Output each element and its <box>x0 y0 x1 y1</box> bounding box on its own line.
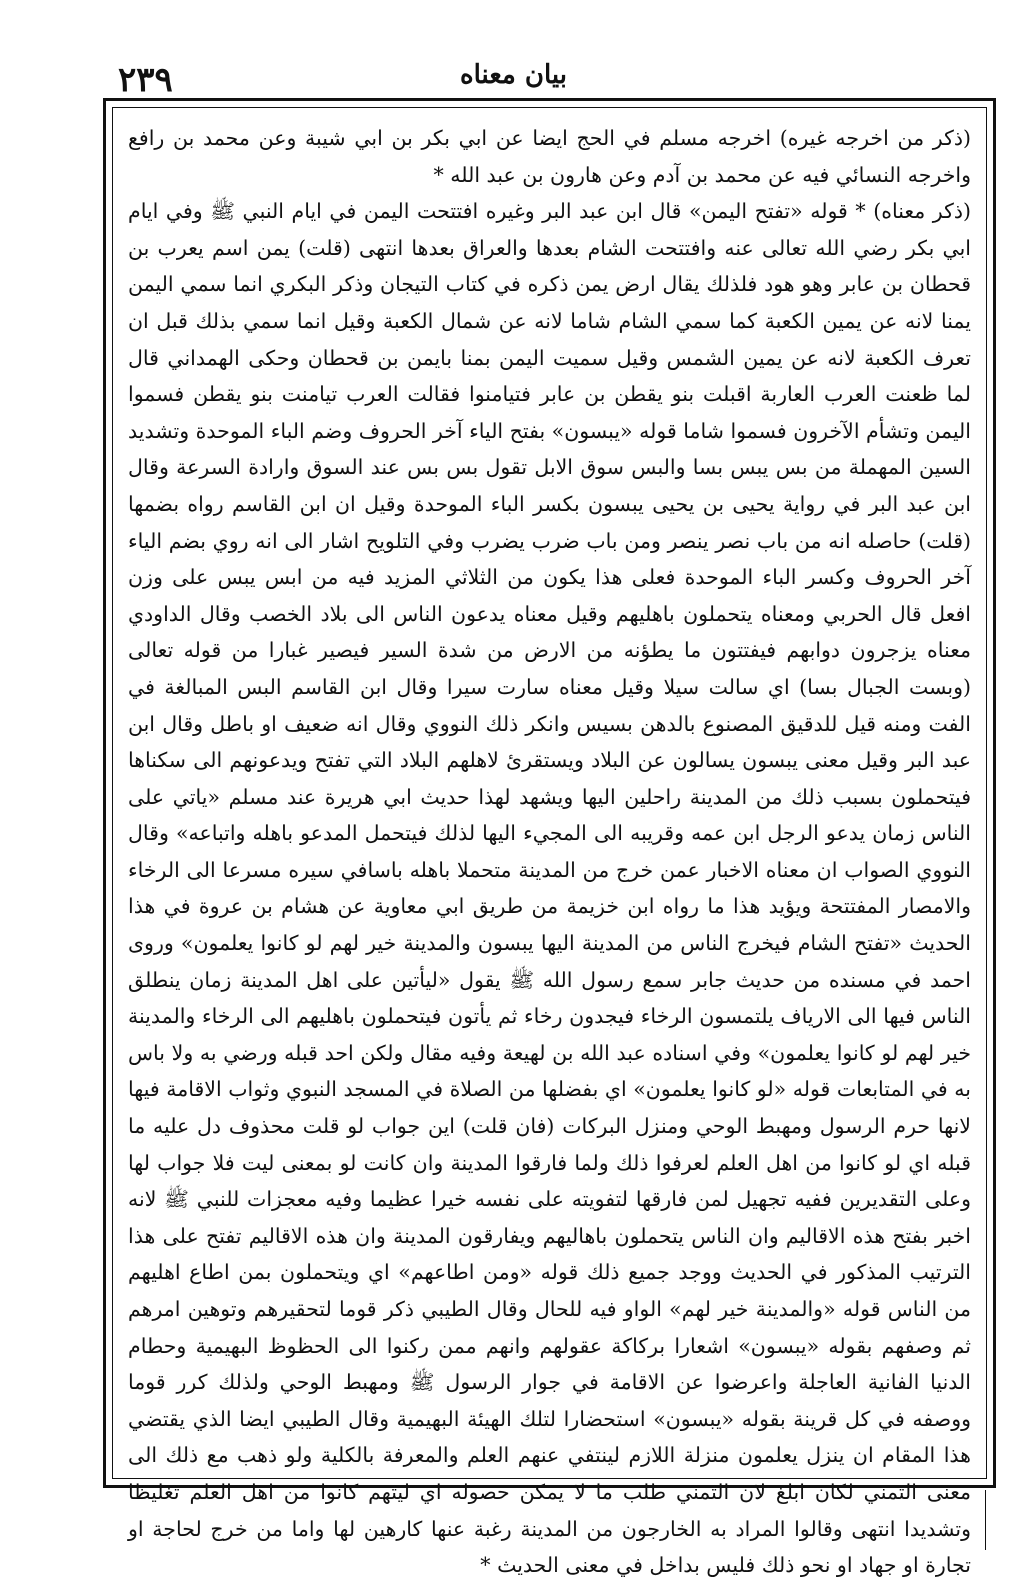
paragraph-sources: (ذكر من اخرجه غيره) اخرجه مسلم في الحج ايضا عن ابي بكر بن ابي شيبة وعن محمد بن رافع واخرجه النسائي فيه عن محمد بن آدم وعن هارون بن عبد الله * <box>128 126 971 187</box>
main-text <box>128 120 971 1578</box>
paragraph-meaning: (ذكر معناه) * قوله «تفتح اليمن» قال ابن عبد البر وغيره افتتحت اليمن في ايام النبي ﷺ وفي ايام ابي بكر رضي الله تعالى عنه وافتتحت الشام بعدها والعراق بعدها انتهى (قلت) يمن اسم يعرب بن قحطان بن عابر وهو هود فلذلك يقال ارض يمن ذكره في كتاب التيجان وذكر البكري انما سمي اليمن يمنا لانه عن يمين الكعبة كما سمي الشام شاما لانه عن شمال الكعبة وقيل انما سمي بذلك قبل ان تعرف الكعبة لانه عن يمين الشمس وقيل سميت اليمن بمنا بايمن بن قحطان وحكى الهمداني قال لما ظعنت العرب العاربة اقبلت بنو يقطن بن عابر فتيامنوا فقالت العرب تيامنت بنو يقطن فسموا اليمن وتشأم الآخرون فسموا شاما قوله «يبسون» بفتح الياء آخر الحروف وضم الباء الموحدة وتشديد السين المهملة من بس يبس بسا والبس سوق الابل تقول بس بس عند السوق وارادة السرعة وقال ابن عبد البر في رواية يحيى بن يحيى يبسون بكسر الباء الموحدة وقيل ان ابن القاسم رواه بضمها (قلت) حاصله انه من باب نصر ينصر ومن باب ضرب يضرب وفي التلويح اشار الى انه روي بضم الياء آخر الحروف وكسر الباء الموحدة فعلى هذا يكون من الثلاثي المزيد فيه من ابس يبس على وزن افعل قال الحربي ومعناه يتحملون باهليهم وقيل معناه يدعون الناس الى بلاد الخصب وقال الداودي معناه يزجرون دوابهم فيفتتون ما يطؤنه من الارض من شدة السير فيصير غبارا من قوله تعالى (وبست الجبال بسا) اي سالت سيلا وقيل معناه سارت سيرا وقال ابن القاسم البس المبالغة في الفت ومنه قيل للدقيق المصنوع بالدهن بسيس وانكر ذلك النووي وقال انه ضعيف او باطل وقال ابن عبد البر وقيل معنى يبسون يسالون عن البلاد ويستقرئ لاهلهم البلاد التي تفتح ويدعونهم الى سكناها فيتحملون بسبب ذلك من المدينة راحلين اليها ويشهد لهذا حديث ابي هريرة عند مسلم «ياتي على الناس زمان يدعو الرجل ابن عمه وقريبه الى المجيء اليها لذلك فيتحمل المدعو باهله واتباعه» وقال النووي الصواب ان معناه الاخبار عمن خرج من المدينة متحملا باهله باسافي سيره مسرعا الى الرخاء والامصار المفتتحة ويؤيد هذا ما رواه ابن خزيمة من طريق ابي معاوية عن هشام بن عروة في هذا الحديث «تفتح الشام فيخرج الناس من المدينة اليها يبسون والمدينة خير لهم لو كانوا يعلمون» وروى احمد في مسنده من حديث جابر سمع رسول الله ﷺ يقول «ليأتين على اهل المدينة زمان ينطلق الناس فيها الى الارياف يلتمسون الرخاء فيجدون رخاء ثم يأتون فيتحملون باهليهم الى الرخاء والمدينة خير لهم لو كانوا يعلمون» وفي اسناده عبد الله بن لهيعة وفيه مقال ولكن احد قبله ورضي به ولا باس به في المتابعات قوله «لو كانوا يعلمون» اي بفضلها من الصلاة في المسجد النبوي وثواب الاقامة فيها لانها حرم الرسول ومهبط الوحي ومنزل البركات (فان قلت) اين جواب لو قلت محذوف دل عليه ما قبله اي لو كانوا من اهل العلم لعرفوا ذلك ولما فارقوا المدينة وان كانت لو بمعنى ليت فلا جواب لها وعلى التقديرين ففيه تجهيل لمن فارقها لتفويته على نفسه خيرا عظيما وفيه معجزات للنبي ﷺ لانه اخبر بفتح هذه الاقاليم وان الناس يتحملون باهاليهم ويفارقون المدينة وان هذه الاقاليم تفتح على هذا الترتيب المذكور في الحديث ووجد جميع ذلك قوله «ومن اطاعهم» اي ويتحملون بمن اطاع اهليهم من الناس قوله «والمدينة خير لهم» الواو فيه للحال وقال الطيبي ذكر قوما لتحقيرهم وتوهين امرهم ثم وصفهم بقوله «يبسون» اشعارا بركاكة عقولهم وانهم ممن ركنوا الى الحظوظ البهيمية وحطام الدنيا الفانية العاجلة واعرضوا عن الاقامة في جوار الرسول ﷺ ومهبط الوحي ولذلك كرر قوما ووصفه في كل قرينة بقوله «يبسون» استحضارا لتلك الهيئة البهيمية وقال الطيبي ايضا الذي يقتضي هذا المقام ان ينزل يعلمون منزلة اللازم لينتفي عنهم العلم والمعرفة بالكلية ولو ذهب مع ذلك الى معنى التمني لكان ابلغ لان التمني طلب ما لا يمكن حصوله اي ليتهم كانوا من اهل العلم تغليظا وتشديدا انتهى وقالوا المراد به الخارجون من المدينة رغبة عنها كارهين لها واما من خرج لحاجة او تجارة او جهاد او نحو ذلك فليس بداخل في معنى الحديث * <box>128 199 971 1578</box>
margin-mark <box>985 1490 986 1550</box>
running-title: بيان معناه <box>459 60 567 90</box>
page-number: ٢٣٩ <box>118 60 173 100</box>
